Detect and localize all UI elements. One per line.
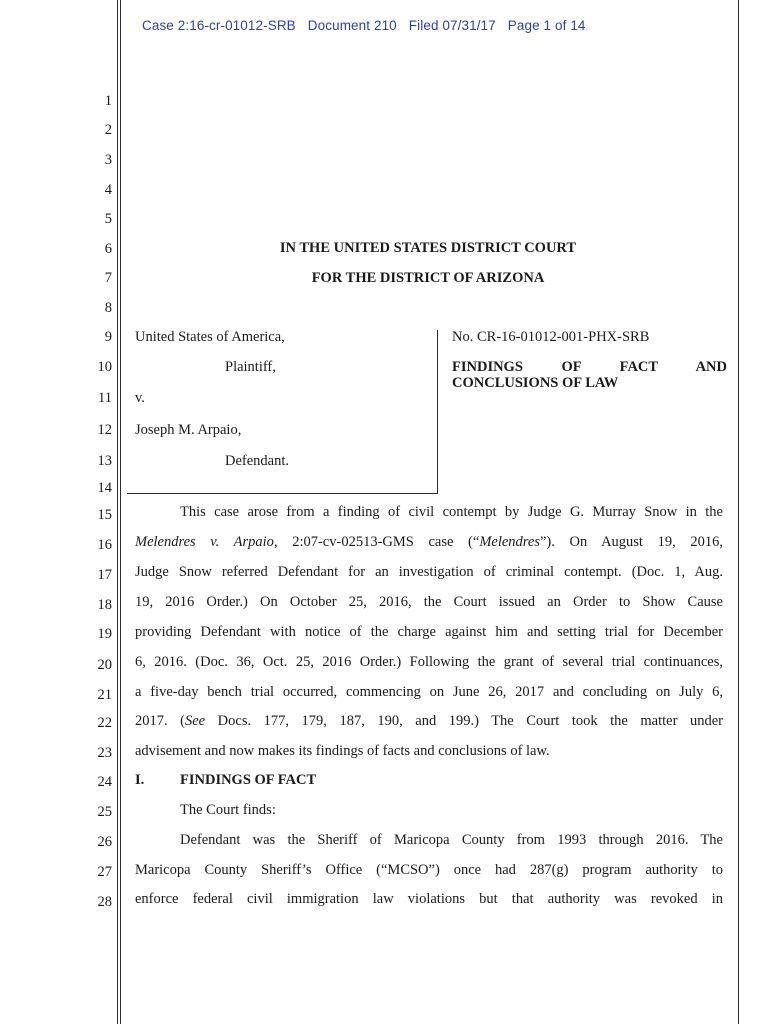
line-number: 2 bbox=[104, 122, 112, 138]
line-number: 14 bbox=[97, 480, 112, 496]
line-number: 7 bbox=[104, 270, 112, 286]
line-number: 23 bbox=[97, 745, 112, 761]
plaintiff-name: United States of America, bbox=[135, 329, 285, 345]
court-title-line1: IN THE UNITED STATES DISTRICT COURT bbox=[279, 240, 577, 256]
stamp-document: Document 210 bbox=[307, 18, 397, 33]
caption-divider-horizontal bbox=[127, 493, 438, 494]
plaintiff-role: Plaintiff, bbox=[225, 359, 276, 375]
stamp-filed: Filed 07/31/17 bbox=[408, 18, 496, 33]
body-p1-line8: 2017. (See Docs. 177, 179, 187, 190, and 199.) The Court took the matter under bbox=[135, 713, 723, 729]
body-p1-line2: Melendres v. Arpaio, 2:07-cv-02513-GMS case (“Melendres”). On August 19, 2016, bbox=[135, 534, 723, 550]
body-p1-line4: 19, 2016 Order.) On October 25, 2016, the Court issued an Order to Show Cause bbox=[135, 594, 723, 610]
body-p1-line9: advisement and now makes its findings of facts and conclusions of law. bbox=[135, 743, 550, 759]
body-p1-line1: This case arose from a finding of civil contempt by Judge G. Murray Snow in the bbox=[180, 504, 723, 520]
line-number: 27 bbox=[97, 864, 112, 880]
case-citation-melendres: Melendres v. Arpaio bbox=[135, 534, 274, 550]
case-short-name: Melendres bbox=[479, 534, 540, 550]
body-p1-line5: providing Defendant with notice of the charge against him and setting trial for December bbox=[135, 624, 723, 640]
case-number: No. CR-16-01012-001-PHX-SRB bbox=[452, 329, 650, 345]
line-number: 18 bbox=[97, 597, 112, 613]
line-number: 20 bbox=[97, 657, 112, 673]
line-number: 15 bbox=[97, 507, 112, 523]
line-number: 16 bbox=[97, 537, 112, 553]
line-number: 6 bbox=[104, 241, 112, 257]
stamp-case: Case 2:16-cr-01012-SRB bbox=[142, 18, 296, 33]
body-p2-line1: Defendant was the Sheriff of Maricopa County from 1993 through 2016. The bbox=[180, 832, 723, 848]
line-number: 21 bbox=[97, 687, 112, 703]
line-number: 17 bbox=[97, 567, 112, 583]
right-margin-rule bbox=[738, 0, 739, 1024]
stamp-page: Page 1 of 14 bbox=[507, 18, 586, 33]
body-p2-line2: Maricopa County Sheriff’s Office (“MCSO”) once had 287(g) program authority to bbox=[135, 862, 723, 878]
court-title-line2: FOR THE DISTRICT OF ARIZONA bbox=[311, 270, 545, 286]
line-number: 24 bbox=[97, 774, 112, 790]
line-number: 22 bbox=[97, 715, 112, 731]
line-number: 19 bbox=[97, 626, 112, 642]
line-number: 26 bbox=[97, 834, 112, 850]
line-number: 9 bbox=[104, 329, 112, 345]
body-p2-line3: enforce federal civil immigration law violations but that authority was revoked in bbox=[135, 891, 723, 907]
left-margin-rule-inner bbox=[120, 0, 121, 1024]
body-p1-line6: 6, 2016. (Doc. 36, Oct. 25, 2016 Order.) Following the grant of several trial continuances, bbox=[135, 654, 723, 670]
document-title-line1: FINDINGS OF FACT AND bbox=[452, 359, 727, 375]
line-number: 8 bbox=[104, 300, 112, 316]
line-number: 4 bbox=[104, 182, 112, 198]
caption-divider-vertical bbox=[437, 330, 438, 493]
line-number: 11 bbox=[98, 390, 112, 406]
line-number: 28 bbox=[97, 894, 112, 910]
section-heading-text: FINDINGS OF FACT bbox=[180, 772, 317, 788]
line-number: 3 bbox=[104, 152, 112, 168]
line-number: 10 bbox=[97, 359, 112, 375]
ecf-header-stamp bbox=[142, 18, 598, 33]
line-number: 13 bbox=[97, 453, 112, 469]
defendant-role: Defendant. bbox=[225, 453, 290, 469]
court-finds: The Court finds: bbox=[180, 802, 276, 818]
left-margin-rule-outer bbox=[117, 0, 118, 1024]
see-signal: See bbox=[185, 713, 206, 729]
document-title-line2: CONCLUSIONS OF LAW bbox=[452, 375, 619, 391]
versus: v. bbox=[135, 390, 145, 406]
body-p1-line7: a five-day bench trial occurred, commencing on June 26, 2017 and concluding on July 6, bbox=[135, 684, 723, 700]
line-number: 25 bbox=[97, 804, 112, 820]
line-number: 5 bbox=[104, 211, 112, 227]
body-p1-line3: Judge Snow referred Defendant for an investigation of criminal contempt. (Doc. 1, Aug. bbox=[135, 564, 723, 580]
section-heading-number: I. bbox=[135, 772, 145, 788]
line-number: 12 bbox=[97, 422, 112, 438]
defendant-name: Joseph M. Arpaio, bbox=[135, 422, 242, 438]
line-number: 1 bbox=[104, 93, 112, 109]
